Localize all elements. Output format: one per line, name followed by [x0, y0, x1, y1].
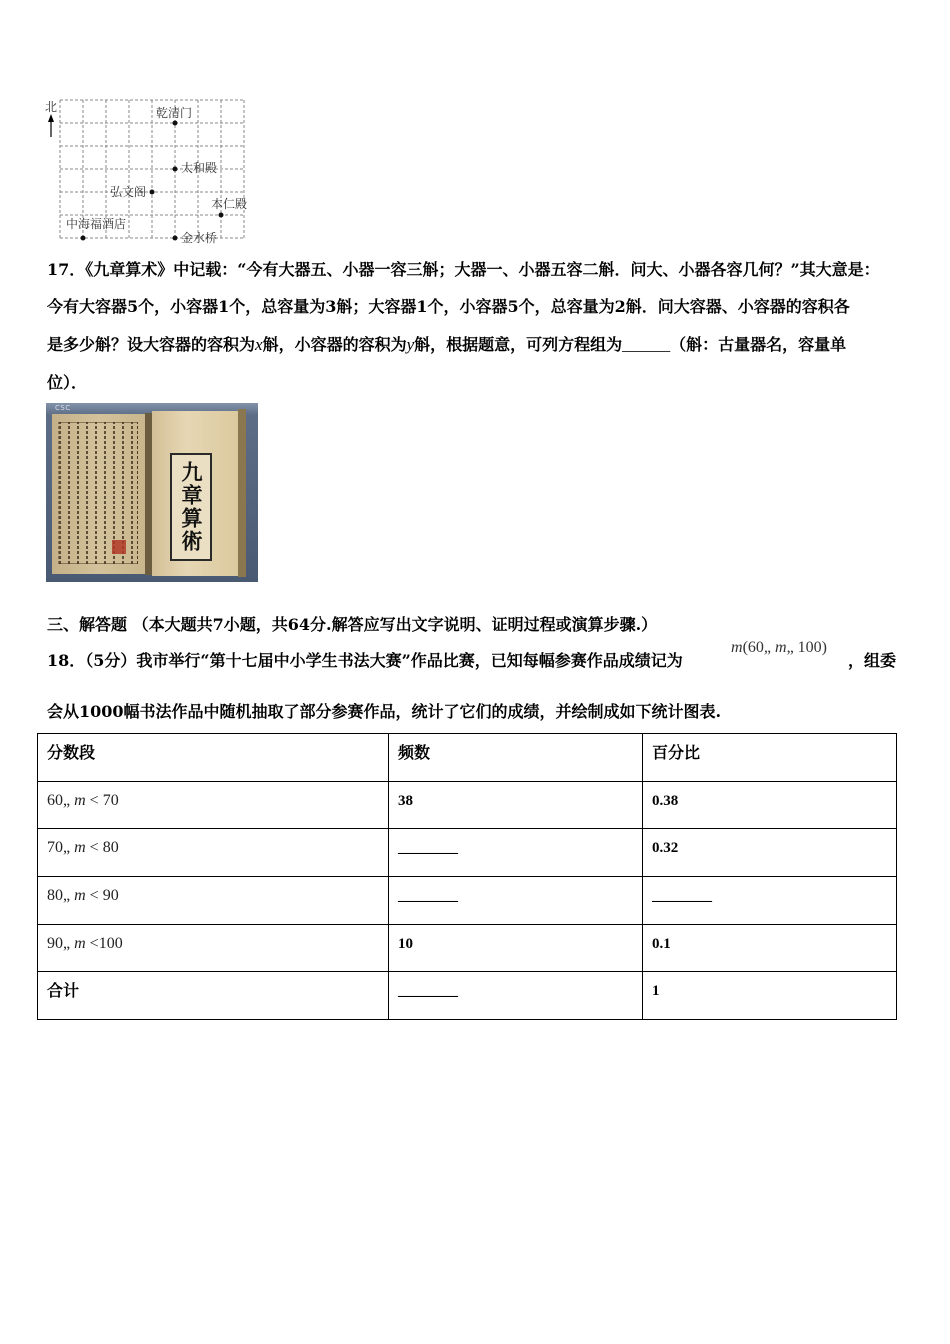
range-var: m	[74, 934, 86, 952]
frequency-cell: ________	[389, 829, 643, 877]
math-range-a: (60„	[742, 639, 775, 656]
range-var: m	[74, 791, 86, 809]
header-frequency: 频数	[389, 734, 643, 782]
total-frequency-cell: ________	[389, 972, 643, 1020]
point-qianqingmen	[173, 121, 178, 126]
range-low: 70„	[47, 839, 75, 857]
section-3-header	[47, 614, 657, 636]
range-var: m	[74, 887, 86, 905]
percentage-cell: 0.38	[643, 781, 897, 829]
label-benrendian: 本仁殿	[211, 197, 248, 211]
frequency-cell: 38	[389, 781, 643, 829]
point-jinshuiqiao	[173, 236, 178, 241]
percentage-cell: 0.1	[643, 924, 897, 972]
watermark: CSC	[55, 404, 71, 412]
q17-line-2: 今有大容器5个，小容器1个，总容量为3斛；大容器1个，小容器5个，总容量为2斛．问大容器、小容器的容积各	[47, 297, 850, 316]
book-edge	[238, 409, 246, 577]
range-high: < 80	[85, 839, 119, 857]
percentage-cell: ________	[643, 877, 897, 925]
table-row	[38, 924, 897, 972]
book-text-columns	[58, 422, 138, 564]
score-range-cell	[38, 829, 389, 877]
cover-title-label: 九章算術	[170, 453, 212, 561]
math-var-m: m	[731, 639, 743, 656]
range-low: 60„	[47, 791, 75, 809]
q18-line-1-end: ，组委	[848, 651, 897, 670]
book-cover	[152, 411, 238, 576]
range-high: <100	[85, 934, 123, 952]
label-hotel: 中海福酒店	[66, 217, 127, 231]
total-label-cell: 合计	[38, 972, 389, 1020]
section-3-note: （本大题共7小题，共64分.解答应写出文字说明、证明过程或演算步骤.）	[132, 615, 658, 634]
range-low: 80„	[47, 887, 75, 905]
label-qianqingmen: 乾清门	[156, 106, 193, 120]
score-range-cell	[38, 877, 389, 925]
variable-x: x	[255, 335, 263, 354]
q17-line-3	[47, 334, 846, 356]
range-high: < 90	[85, 887, 119, 905]
table-header-row	[38, 734, 897, 782]
q17-line-3-text-d: （斛：古量器名，容量单	[670, 335, 847, 354]
point-hotel	[81, 236, 86, 241]
book-photo	[46, 403, 258, 582]
table-row	[38, 781, 897, 829]
score-range-cell	[38, 924, 389, 972]
score-range-expression	[731, 637, 827, 659]
label-jinshuiqiao: 金水桥	[181, 231, 218, 245]
north-label: 北	[45, 100, 58, 114]
label-hongwenge: 弘文阁	[109, 185, 146, 199]
math-var-m-2: m	[775, 639, 787, 656]
q17-line-3-text-b: 斛，小容器的容积为	[262, 335, 407, 354]
table-total-row	[38, 972, 897, 1020]
book-spine	[145, 413, 152, 575]
table-row	[38, 877, 897, 925]
north-arrow-icon	[48, 114, 54, 122]
q17-line-3-text-c: 斛，根据题意，可列方程组为	[414, 335, 623, 354]
score-table	[37, 733, 897, 1020]
total-percentage-cell: 1	[643, 972, 897, 1020]
math-range-b: „ 100)	[786, 639, 827, 656]
q17-line-3-text-a: 是多少斛？设大容器的容积为	[47, 335, 256, 354]
red-seal	[112, 540, 126, 554]
percentage-cell: 0.32	[643, 829, 897, 877]
q18-line-1: 18．（5分）我市举行“第十七届中小学生书法大赛”作品比赛，已知每幅参赛作品成绩记为	[47, 651, 683, 670]
frequency-cell: ________	[389, 877, 643, 925]
score-range-cell	[38, 781, 389, 829]
frequency-cell: 10	[389, 924, 643, 972]
point-taihedian	[173, 167, 178, 172]
q18-line-2: 会从1000幅书法作品中随机抽取了部分参赛作品，统计了它们的成绩，并绘制成如下统计图表.	[47, 702, 722, 721]
answer-blank: ______	[622, 337, 671, 354]
variable-y: y	[406, 335, 415, 354]
label-taihedian: 太和殿	[181, 161, 218, 175]
range-high: < 70	[85, 791, 119, 809]
header-score-range: 分数段	[38, 734, 389, 782]
palace-grid-map	[0, 0, 260, 250]
section-3-title: 三、解答题	[47, 615, 128, 634]
book-left-page	[52, 414, 145, 574]
q17-line-4: 位）．	[47, 373, 88, 392]
range-var: m	[74, 839, 86, 857]
header-percentage: 百分比	[643, 734, 897, 782]
point-hongwenge	[150, 190, 155, 195]
range-low: 90„	[47, 934, 75, 952]
point-benrendian	[219, 213, 224, 218]
table-row	[38, 829, 897, 877]
q17-line-1: 17．《九章算术》中记载：“今有大器五、小器一容三斛；大器一、小器五容二斛．问大、小器各容几何？”其大意是：	[47, 260, 880, 279]
